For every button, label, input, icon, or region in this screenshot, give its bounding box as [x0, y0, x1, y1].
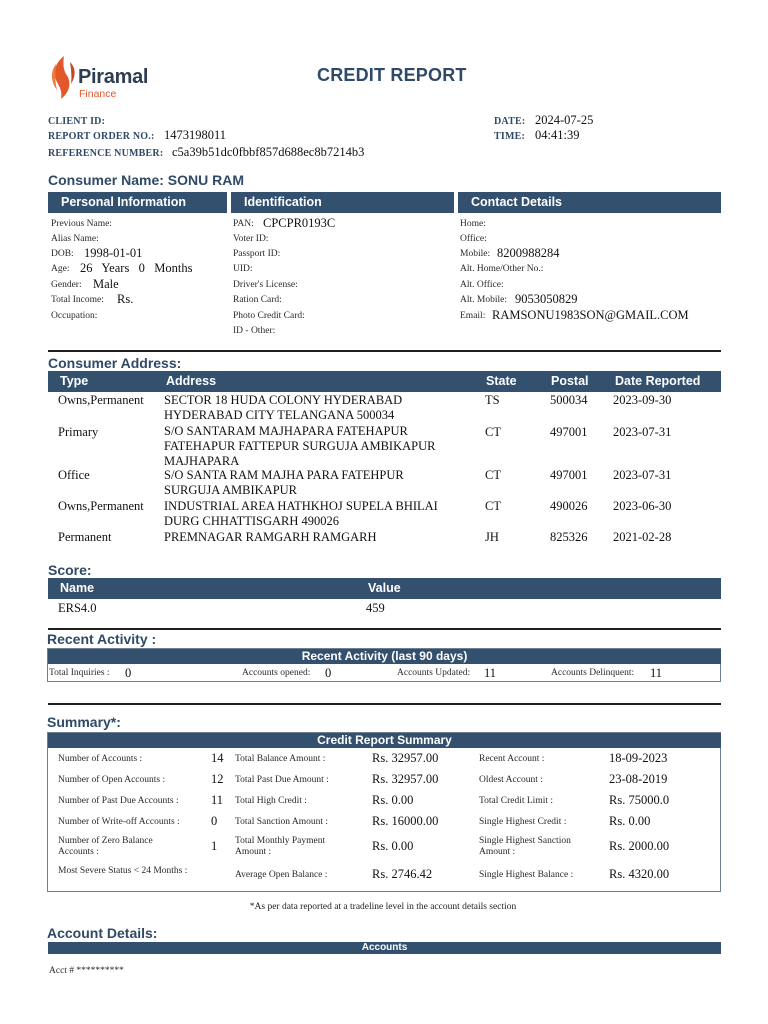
dob-value: 1998-01-01 — [84, 246, 143, 260]
email-label: Email: — [460, 311, 486, 321]
address-date: 2021-02-28 — [613, 530, 672, 544]
col-postal: Postal — [551, 374, 589, 388]
summary-value: 18-09-2023 — [609, 751, 668, 765]
address-date: 2023-09-30 — [613, 393, 672, 407]
income-label: Total Income: — [51, 295, 104, 305]
reference-value: c5a39b51dc0fbbf857d688ec8b7214b3 — [172, 145, 365, 159]
pan-value: CPCPR0193C — [263, 216, 336, 230]
divider — [48, 350, 721, 352]
summary-value: Rs. 4320.00 — [609, 867, 670, 881]
col-address: Address — [166, 374, 217, 388]
age-label: Age: — [51, 264, 70, 274]
summary-label: Recent Account : — [479, 754, 545, 764]
alt-mobile-value: 9053050829 — [515, 292, 578, 306]
accounts-delinquent-label: Accounts Delinquent: — [551, 668, 635, 678]
score-table-header — [48, 578, 721, 599]
summary-label: Average Open Balance : — [235, 870, 328, 880]
brand-sub: Finance — [79, 88, 117, 100]
summary-grid — [48, 750, 721, 890]
summary-value: Rs. 2000.00 — [609, 839, 670, 853]
summary-value: 12 — [211, 772, 224, 786]
table-row — [48, 424, 721, 469]
voter-id-label: Voter ID: — [233, 234, 269, 244]
id-other-label: ID - Other: — [233, 326, 276, 336]
address-table-header — [48, 371, 721, 392]
summary-value: Rs. 75000.0 — [609, 793, 670, 807]
total-inquiries-label: Total Inquiries : — [49, 668, 110, 678]
time-label: TIME: — [494, 131, 525, 142]
summary-value: 11 — [211, 793, 224, 807]
table-row — [48, 530, 721, 546]
score-value: 459 — [366, 601, 385, 615]
uid-label: UID: — [233, 264, 253, 274]
summary-label: Total High Credit : — [235, 796, 307, 806]
income-value: Rs. — [117, 292, 134, 306]
summary-label: Total Balance Amount : — [235, 754, 326, 764]
divider — [48, 628, 721, 630]
recent-activity-title: Recent Activity : — [47, 631, 157, 647]
col-state: State — [486, 374, 517, 388]
score-col-name: Name — [60, 581, 95, 595]
summary-label: Total Past Due Amount : — [235, 775, 329, 785]
piramal-flame-icon — [48, 54, 78, 100]
score-name: ERS4.0 — [58, 601, 97, 615]
summary-value: 14 — [211, 751, 224, 765]
col-type: Type — [60, 374, 89, 388]
reference-label: REFERENCE NUMBER: — [48, 148, 164, 159]
address-text: INDUSTRIAL AREA HATHKHOJ SUPELA BHILAI DURG CHHATTISGARH 490026 — [164, 499, 438, 528]
consumer-name: Consumer Name: SONU RAM — [48, 172, 245, 188]
score-col-value: Value — [368, 581, 401, 595]
address-date: 2023-07-31 — [613, 468, 672, 482]
table-row — [48, 468, 721, 498]
address-state: CT — [485, 425, 501, 439]
ration-card-label: Ration Card: — [233, 295, 282, 305]
gender-label: Gender: — [51, 280, 82, 290]
address-postal: 490026 — [550, 499, 588, 513]
pan-label: PAN: — [233, 219, 254, 229]
summary-label: Number of Write-off Accounts : — [58, 817, 180, 827]
address-type: Primary — [58, 425, 99, 439]
summary-label: Number of Open Accounts : — [58, 775, 166, 785]
date-label: DATE: — [494, 116, 526, 127]
address-state: TS — [485, 393, 500, 407]
col-date-reported: Date Reported — [615, 374, 701, 388]
address-state: CT — [485, 499, 501, 513]
address-postal: 500034 — [550, 393, 588, 407]
dob-label: DOB: — [51, 249, 74, 259]
summary-value: 1 — [211, 839, 218, 853]
previous-name-label: Previous Name: — [51, 219, 112, 229]
summary-label: Total Sanction Amount : — [235, 817, 329, 827]
address-text: S/O SANTA RAM MAJHA PARA FATEHPUR SURGUJA AMBIKAPUR — [164, 468, 404, 497]
mobile-value: 8200988284 — [497, 246, 560, 260]
alt-mobile-label: Alt. Mobile: — [460, 295, 507, 305]
time-value: 04:41:39 — [535, 128, 580, 142]
photo-credit-card-label: Photo Credit Card: — [233, 311, 305, 321]
score-title: Score: — [48, 562, 92, 578]
identification-header: Identification — [231, 192, 454, 213]
accounts-opened-label: Accounts opened: — [242, 668, 311, 678]
summary-value: Rs. 2746.42 — [372, 867, 433, 881]
mobile-label: Mobile: — [460, 249, 491, 259]
address-state: JH — [485, 530, 499, 544]
date-value: 2024-07-25 — [535, 113, 594, 127]
summary-label: Number of Past Due Accounts : — [58, 796, 179, 806]
consumer-address-title: Consumer Address: — [48, 355, 182, 371]
accounts-opened-value: 0 — [325, 666, 332, 680]
summary-label: Single Highest Credit : — [479, 817, 567, 827]
address-text: S/O SANTARAM MAJHAPARA FATEHAPUR FATEHAPUR FATTEPUR SURGUJA AMBIKAPUR MAJHAPARA — [164, 424, 436, 468]
summary-value: Rs. 0.00 — [372, 839, 414, 853]
gender-value: Male — [93, 277, 119, 291]
summary-label: Single Highest Sanction Amount : — [479, 836, 571, 857]
summary-value: Rs. 0.00 — [609, 814, 651, 828]
address-postal: 497001 — [550, 468, 588, 482]
report-order-value: 1473198011 — [164, 128, 227, 142]
page-title: CREDIT REPORT — [317, 65, 467, 85]
accounts-updated-label: Accounts Updated: — [397, 668, 471, 678]
summary-title: Summary*: — [47, 714, 121, 730]
summary-bar: Credit Report Summary — [48, 733, 721, 748]
address-text: PREMNAGAR RAMGARH RAMGARH — [164, 530, 377, 544]
occupation-label: Occupation: — [51, 311, 98, 321]
summary-value: Rs. 32957.00 — [372, 751, 439, 765]
summary-value: 0 — [211, 814, 218, 828]
summary-value: Rs. 32957.00 — [372, 772, 439, 786]
address-date: 2023-06-30 — [613, 499, 672, 513]
divider — [48, 703, 721, 705]
accounts-updated-value: 11 — [484, 666, 497, 680]
table-row — [48, 393, 721, 423]
accounts-bar: Accounts — [48, 942, 721, 954]
address-postal: 497001 — [550, 425, 588, 439]
alias-name-label: Alias Name: — [51, 234, 99, 244]
address-state: CT — [485, 468, 501, 482]
brand-name: Piramal — [78, 66, 149, 88]
summary-label: Number of Zero Balance Accounts : — [58, 836, 153, 857]
summary-label: Most Severe Status < 24 Months : — [58, 866, 188, 876]
client-id-label: CLIENT ID: — [48, 116, 106, 127]
summary-value: Rs. 16000.00 — [372, 814, 439, 828]
email-value: RAMSONU1983SON@GMAIL.COM — [492, 308, 689, 322]
address-postal: 825326 — [550, 530, 588, 544]
table-row — [48, 499, 721, 529]
account-details-title: Account Details: — [47, 925, 158, 941]
contact-details-header: Contact Details — [458, 192, 721, 213]
address-text: SECTOR 18 HUDA COLONY HYDERABAD HYDERABAD CITY TELANGANA 500034 — [164, 393, 403, 422]
summary-value: 23-08-2019 — [609, 772, 668, 786]
recent-activity-bar: Recent Activity (last 90 days) — [48, 649, 721, 664]
summary-footnote: *As per data reported at a tradeline level in the account details section — [249, 902, 517, 912]
age-value: 26 Years 0 Months — [80, 261, 193, 275]
report-order-label: REPORT ORDER NO.: — [48, 131, 155, 142]
office-label: Office: — [460, 234, 487, 244]
summary-label: Total Monthly Payment Amount : — [235, 836, 326, 857]
summary-label: Single Highest Balance : — [479, 870, 574, 880]
address-type: Permanent — [58, 530, 112, 544]
accounts-delinquent-value: 11 — [650, 666, 663, 680]
account-number-label: Acct # ********** — [49, 966, 124, 976]
drivers-license-label: Driver's License: — [233, 280, 298, 290]
summary-value: Rs. 0.00 — [372, 793, 414, 807]
piramal-logo — [48, 54, 158, 100]
passport-id-label: Passport ID: — [233, 249, 281, 259]
summary-label: Number of Accounts : — [58, 754, 143, 764]
summary-label: Total Credit Limit : — [479, 796, 554, 806]
address-date: 2023-07-31 — [613, 425, 672, 439]
alt-home-label: Alt. Home/Other No.: — [460, 264, 544, 274]
address-type: Owns,Permanent — [58, 393, 144, 407]
alt-office-label: Alt. Office: — [460, 280, 504, 290]
home-label: Home: — [460, 219, 486, 229]
address-type: Office — [58, 468, 90, 482]
personal-info-header: Personal Information — [48, 192, 227, 213]
address-type: Owns,Permanent — [58, 499, 144, 513]
summary-label: Oldest Account : — [479, 775, 543, 785]
total-inquiries-value: 0 — [125, 666, 132, 680]
